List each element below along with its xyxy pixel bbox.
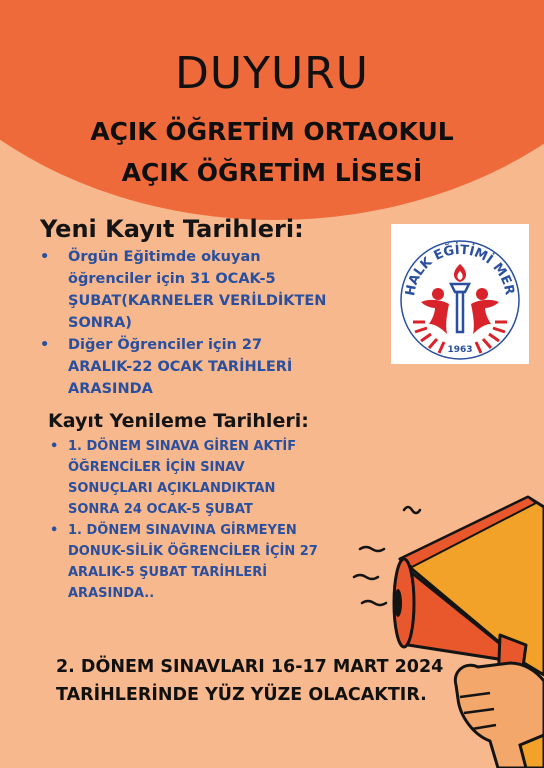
megaphone-icon: [340, 485, 544, 768]
logo-ring-text: HALK EĞİTİMİ MER: [403, 242, 517, 298]
list-item: • 1. DÖNEM SINAVA GİREN AKTİF ÖĞRENCİLER İÇİN SINAV SONUÇLARI AÇIKLANDIKTAN SONRA 24 OCAK-5 ŞUBAT: [48, 436, 318, 520]
new-registration-list: [38, 246, 328, 400]
page-title: DUYURU: [175, 48, 369, 99]
logo-year: 1963: [447, 345, 473, 355]
renewal-list: [48, 436, 318, 604]
renewal-heading: Kayıt Yenileme Tarihleri:: [48, 410, 309, 432]
list-item: • Diğer Öğrenciler için 27 ARALIK-22 OCAK TARİHLERİ ARASINDA: [38, 334, 328, 400]
list-item: • Örgün Eğitimde okuyan öğrenciler için 31 OCAK-5 ŞUBAT(KARNELER VERİLDİKTEN SONRA): [38, 246, 328, 334]
exam-announcement: 2. DÖNEM SINAVLARI 16-17 MART 2024 TARİHLERİNDE YÜZ YÜZE OLACAKTIR.: [56, 657, 444, 705]
logo-emblem: [391, 224, 529, 364]
header-banner: [0, 0, 544, 220]
subtitle-line-1: AÇIK ÖĞRETİM ORTAOKUL: [90, 117, 454, 146]
subtitle-line-2: AÇIK ÖĞRETİM LİSESİ: [121, 158, 423, 187]
new-registration-heading: Yeni Kayıt Tarihleri:: [40, 215, 304, 243]
list-item: • 1. DÖNEM SINAVINA GİRMEYEN DONUK-SİLİK ÖĞRENCİLER İÇİN 27 ARALIK-5 ŞUBAT TARİHLERİ ARASINDA..: [48, 520, 318, 604]
